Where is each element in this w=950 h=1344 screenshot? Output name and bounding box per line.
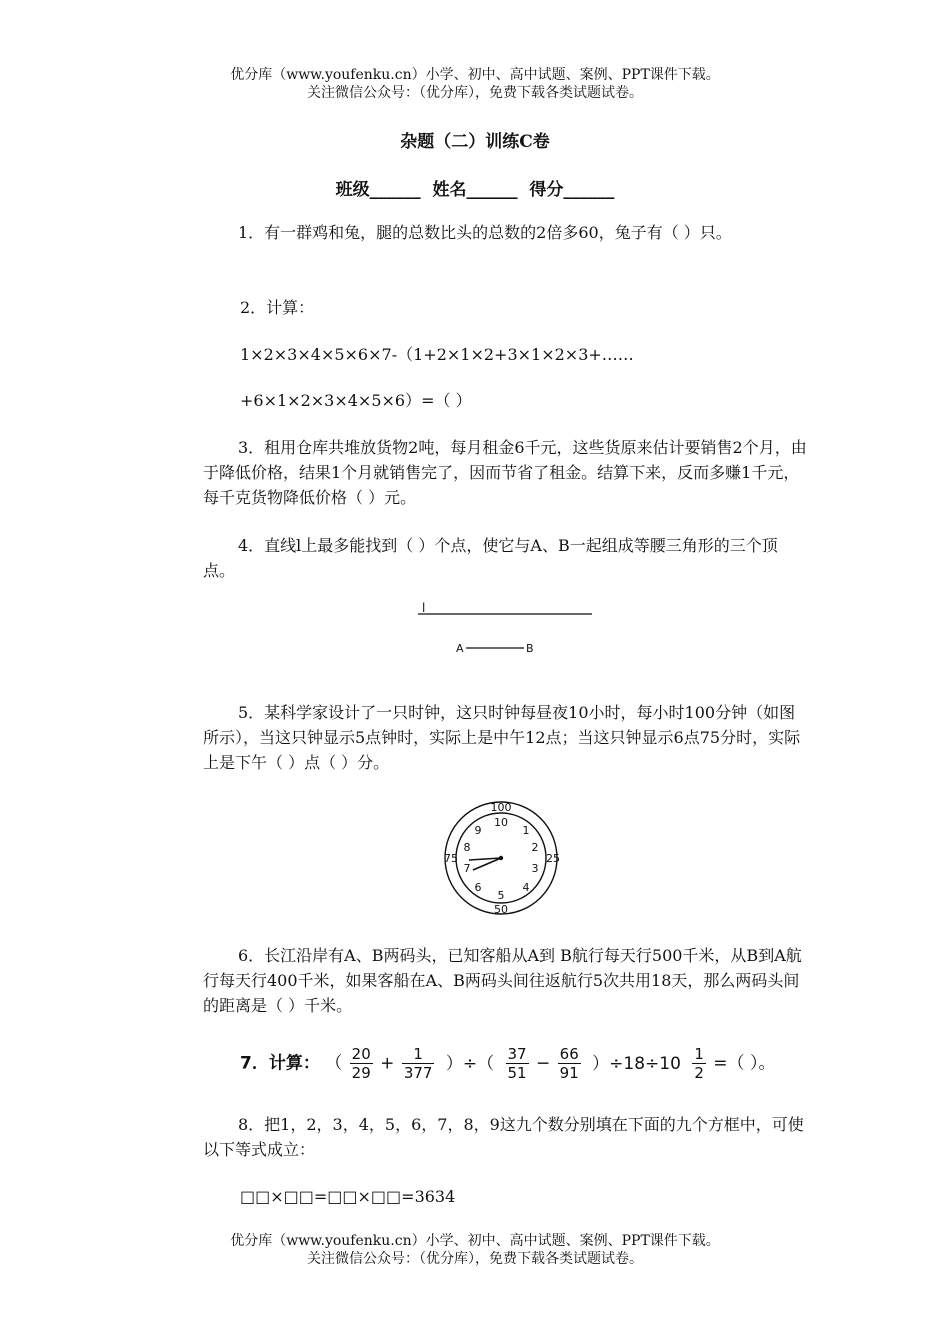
q7-fraction-3 <box>506 1045 529 1082</box>
q7-fraction-4 <box>558 1045 581 1082</box>
q7-f1-den: 29 <box>351 1064 371 1082</box>
q7-f2-den: 377 <box>403 1064 433 1082</box>
clock-num-2: 2 <box>531 841 539 854</box>
question-3: 3．租用仓库共堆放货物2吨，每月租金6千元，这些货原来估计要销售2个月，由于降低价格，结果1个月就销售完了，因而节省了租金。结算下来，反而多赚1千元，每千克货物降低价格（ ）元。 <box>203 438 807 507</box>
q7-f4-num: 66 <box>559 1045 579 1063</box>
clock-outer-75: 75 <box>444 852 458 865</box>
header-line-1: 优分库（www.youfenku.cn）小学、初中、高中试题、案例、PPT课件下载。 <box>230 67 720 83</box>
q7-fraction-5 <box>692 1045 706 1082</box>
clock-num-4: 4 <box>522 881 530 894</box>
q7-minus: − <box>536 1053 551 1074</box>
line-l-label: l <box>422 601 426 615</box>
q7-plus: + <box>380 1053 395 1074</box>
q7-f3-den: 51 <box>507 1064 527 1082</box>
clock-num-10: 10 <box>494 816 508 829</box>
q7-f4-den: 91 <box>559 1064 579 1082</box>
clock-num-3: 3 <box>531 862 539 875</box>
q7-tail: ）÷18÷10 <box>592 1053 681 1074</box>
q7-f2-num: 1 <box>402 1045 435 1064</box>
q7-fraction-2 <box>402 1045 435 1082</box>
clock-center <box>499 856 503 860</box>
clock-outer-100: 100 <box>490 801 512 814</box>
question-2-line-1: 1×2×3×4×5×6×7-（1+2×1×2+3×1×2×3+…… <box>240 345 634 364</box>
footer-line-1: 优分库（www.youfenku.cn）小学、初中、高中试题、案例、PPT课件下载。 <box>230 1233 720 1249</box>
q7-fraction-1 <box>350 1045 373 1082</box>
question-7 <box>240 1045 775 1082</box>
question-8-equation: □□×□□=□□×□□=3634 <box>240 1187 456 1206</box>
header-line-2: 关注微信公众号：（优分库），免费下载各类试题试卷。 <box>307 85 643 101</box>
q7-f1-num: 20 <box>351 1045 371 1063</box>
clock-num-1: 1 <box>522 824 530 837</box>
student-info-fields: 班级______ 姓名______ 得分______ <box>335 180 615 200</box>
question-7-label: 7．计算： <box>240 1053 320 1074</box>
question-2-label: 2．计算： <box>240 298 315 317</box>
clock-num-8: 8 <box>463 841 471 854</box>
question-8: 8．把1，2，3，4，5，6，7，8，9这九个数分别填在下面的九个方框中，可使以下等式成立： <box>203 1115 804 1159</box>
clock-num-9: 9 <box>474 824 482 837</box>
point-a-label: A <box>456 642 464 655</box>
question-2-line-2: +6×1×2×3×4×5×6）=（ ） <box>240 391 472 410</box>
q7-f3-num: 37 <box>507 1045 527 1063</box>
footer-line-2: 关注微信公众号：（优分库），免费下载各类试题试卷。 <box>307 1251 643 1267</box>
clock-num-6: 6 <box>474 881 482 894</box>
clock-figure <box>440 798 564 918</box>
question-1: 1．有一群鸡和兔，腿的总数比头的总数的2倍多60，兔子有（ ）只。 <box>238 223 732 242</box>
q7-close-divide: ）÷（ <box>445 1053 495 1074</box>
clock-num-7: 7 <box>463 862 471 875</box>
q7-f5-den: 2 <box>694 1064 704 1082</box>
line-ab-figure <box>410 598 610 660</box>
question-4: 4．直线l上最多能找到（ ）个点，使它与A、B一起组成等腰三角形的三个顶点。 <box>203 536 778 580</box>
clock-outer-50: 50 <box>494 903 508 916</box>
q7-f5-num: 1 <box>694 1045 704 1063</box>
q7-end: =（ ）。 <box>713 1053 776 1074</box>
question-6: 6．长江沿岸有A、B两码头，已知客船从A到 B航行每天行500千米，从B到A航行每天行400千米，如果客船在A、B两码头间往返航行5次共用18天，那么两码头间的距离是（ ）千米。 <box>203 946 802 1015</box>
clock-outer-25: 25 <box>546 852 560 865</box>
q7-open-paren: （ <box>325 1053 343 1074</box>
clock-num-5: 5 <box>497 889 505 902</box>
page-title: 杂题（二）训练C卷 <box>400 132 550 152</box>
point-b-label: B <box>526 642 534 655</box>
question-5: 5．某科学家设计了一只时钟，这只时钟每昼夜10小时，每小时100分钟（如图所示），当这只钟显示5点钟时，实际上是中午12点；当这只钟显示6点75分时，实际上是下午（ ）点（ ）分。 <box>203 703 801 772</box>
